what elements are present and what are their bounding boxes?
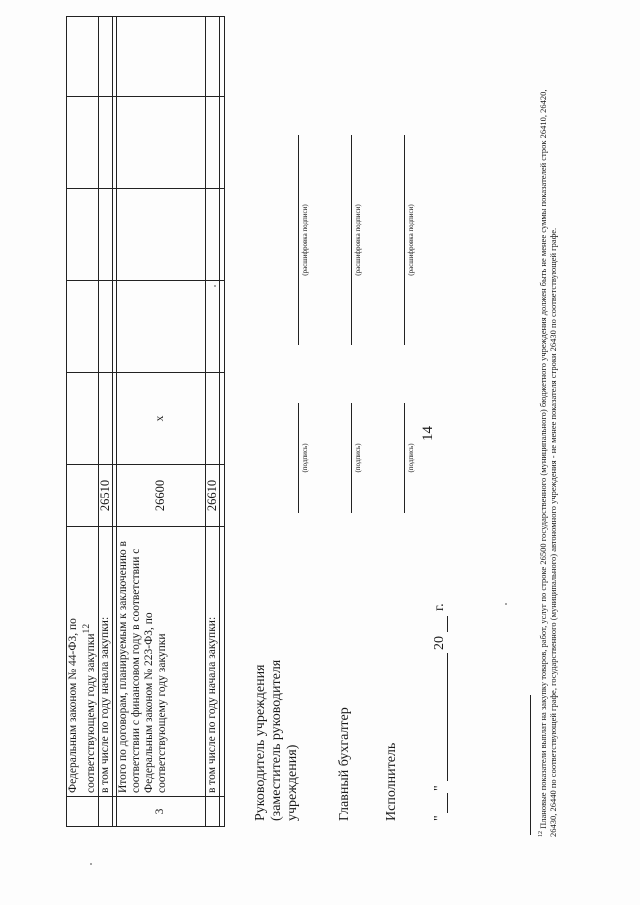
table-row (205, 17, 219, 827)
procurement-table (66, 16, 225, 827)
table-cell (98, 17, 112, 97)
row-code: 26610 (205, 465, 219, 527)
table-cell (205, 17, 219, 97)
table-cell (98, 373, 112, 465)
cross-mark: x (116, 373, 205, 465)
executor-label: Исполнитель (384, 742, 399, 821)
date-day-line (447, 793, 448, 813)
scan-speck (90, 863, 92, 865)
footnote-number: 12 (538, 831, 544, 837)
executor-signature-hint: (подпись) (407, 443, 415, 473)
head-decoding-line (298, 135, 299, 345)
table-cell (98, 97, 112, 189)
table-cell (116, 17, 205, 97)
table-cell (67, 17, 99, 97)
row-44fz-label: Федеральным законом № 44-ФЗ, по соответствующему году закупки$^{12}$ (67, 527, 99, 797)
table-cell (205, 97, 219, 189)
table-row (116, 17, 205, 827)
table-cell (67, 797, 99, 827)
scan-speck (505, 603, 507, 605)
head-signature-line (298, 403, 299, 513)
date-year-prefix: 20 (432, 636, 447, 650)
accountant-decoding-line (351, 135, 352, 345)
table-cell (205, 281, 219, 373)
table-cell (98, 189, 112, 281)
accountant-signature-hint: (подпись) (354, 443, 362, 473)
accountant-label: Главный бухгалтер (337, 707, 352, 821)
table-cell (98, 797, 112, 827)
footnote (536, 77, 558, 837)
row-code: 26510 (98, 465, 112, 527)
table-cell (205, 189, 219, 281)
table-cell (67, 97, 99, 189)
date-month-line (447, 653, 448, 781)
scan-speck (214, 285, 216, 287)
table-row (219, 17, 224, 827)
table-cell (98, 281, 112, 373)
row-code: 26600 (116, 465, 205, 527)
footnote-ref: 12 (81, 623, 92, 634)
executor-signature-line (404, 403, 405, 513)
row-223fz-sub-label: в том числе по году начала закупки: (205, 527, 219, 797)
row-number: 3 (116, 797, 205, 827)
table-cell (67, 373, 99, 465)
head-signature-hint: (подпись) (301, 443, 309, 473)
executor-decoding-line (404, 135, 405, 345)
table-cell (116, 281, 205, 373)
table-cell (205, 797, 219, 827)
executor-decoding-hint: (расшифровка подписи) (407, 204, 415, 276)
footnote-separator (530, 695, 531, 835)
date-year-line (447, 616, 448, 632)
head-signature-label: Руководитель учреждения (заместитель руководителя учреждения) (253, 659, 300, 821)
page-number: 14 (420, 426, 436, 441)
date-year-suffix: г. (432, 603, 447, 611)
date-quote-open: " (432, 815, 447, 821)
accountant-signature-line (351, 403, 352, 513)
row-44fz-sub-label: в том числе по году начала закупки: (98, 527, 112, 797)
date-quote-close: " (432, 785, 447, 791)
head-decoding-hint: (расшифровка подписи) (301, 204, 309, 276)
table-cell (67, 189, 99, 281)
table-cell (116, 97, 205, 189)
footnote-text: Плановые показатели выплат на закупку товаров, работ, услуг по строке 26500 государственного (муниципального) бюджетного учреждения должен быть не менее суммы показателей строк 26410, 26420, 26430, 26440 по соответствующей графе, государственного (муниципального) автономного учреждения - не менее показателя строки 26430 по соответствующей графе. (537, 89, 558, 837)
table-cell (67, 465, 99, 527)
accountant-decoding-hint: (расшифровка подписи) (354, 204, 362, 276)
table-cell (116, 189, 205, 281)
table-row (67, 17, 99, 827)
table-cell (67, 281, 99, 373)
row-223fz-label: Итого по договорам, планируемым к заключению в соответствии с финансовом году в соответствии с Федеральным законом № 223-ФЗ, по соответствующему году закупки (116, 527, 205, 797)
table-cell (205, 373, 219, 465)
table-row (98, 17, 112, 827)
